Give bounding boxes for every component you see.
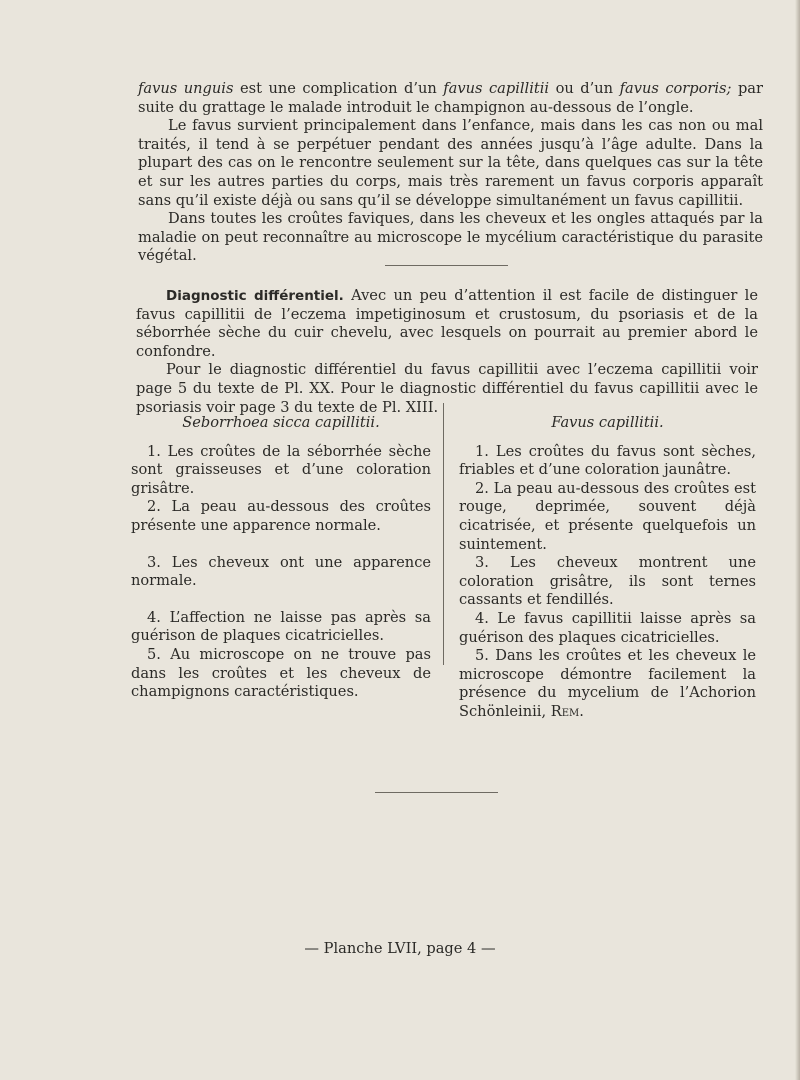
page-footer: — Planche LVII, page 4 — [304, 940, 496, 957]
text-run: 5. Dans les croûtes et les cheveux le microscope démontre facilement la présence du mycelium de l’Achorion Schönleinii, [459, 647, 756, 720]
intro-paragraph-1 [138, 80, 763, 117]
list-item: 4. L’affection ne laisse pas après sa guérison de plaques cicatricielles. [131, 608, 431, 645]
text-run: est une complication d’un [233, 80, 444, 97]
right-column [459, 414, 756, 722]
italic-term: favus unguis [138, 80, 234, 97]
list-item: 3. Les cheveux ont une apparence normale. [131, 553, 431, 590]
text-run: ou d’un [549, 80, 620, 97]
text-run: par suite du grattage le malade introduit le champignon au-dessous de l’ongle. [138, 80, 763, 116]
list-item: 1. Les croûtes du favus sont sèches, friables et d’une coloration jaunâtre. [459, 442, 756, 479]
section-divider [375, 792, 498, 793]
list-item [459, 647, 756, 721]
diagnostic-heading: Diagnostic différentiel. [166, 288, 344, 304]
section-divider [385, 265, 508, 266]
list-item: 5. Au microscope on ne trouve pas dans les croûtes et les cheveux de champignons caractéristiques. [131, 645, 431, 701]
left-column-title: Seborrhoea sicca capillitii. [182, 414, 380, 431]
right-column-title: Favus capillitii. [551, 414, 664, 431]
text-run: Avec un peu d’attention il est facile de distinguer le favus capillitii de l’eczema impetiginosum et crustosum, du psoriasis et de la séborrhée sèche du cuir chevelu, avec lesquels on pourrait au premier abord le confondre. [136, 287, 758, 360]
diagnostic-section [136, 287, 758, 417]
intro-text [138, 80, 763, 266]
author-abbreviation: Rem. [550, 702, 584, 720]
intro-paragraph-2: Le favus survient principalement dans l’enfance, mais dans les cas non ou mal traités, il tend à se perpétuer pendant des années jusqu’à l’âge adulte. Dans la plupart des cas on le rencontre seulement sur la tête, dans quelques cas sur la tête et sur les autres parties du corps, mais très rarement un favus corporis apparaît sans qu’il existe déjà ou sans qu’il se développe simultanément un favus capillitii. [138, 117, 763, 209]
list-item: 1. Les croûtes de la séborrhée sèche sont graisseuses et d’une coloration grisâtre. [131, 442, 431, 497]
column-divider [443, 403, 444, 665]
list-item: 2. La peau au-dessous des croûtes est rouge, deprimée, souvent déjà cicatrisée, et présente quelquefois un suintement. [459, 479, 756, 553]
diagnostic-paragraph-2: Pour le diagnostic différentiel du favus capillitii avec l’eczema capillitii voir page 5 du texte de Pl. XX. Pour le diagnostic différentiel du favus capillitii avec le psoriasis voir page 3 du texte de Pl. XIII. [136, 361, 758, 416]
diagnostic-paragraph-1 [136, 287, 758, 361]
list-item: 2. La peau au-dessous des croûtes présente une apparence normale. [131, 498, 431, 534]
list-item: 4. Le favus capillitii laisse après sa guérison des plaques cicatricielles. [459, 609, 756, 646]
page-edge-shadow [795, 0, 800, 1080]
left-column [131, 414, 431, 702]
intro-paragraph-3: Dans toutes les croûtes faviques, dans les cheveux et les ongles attaqués par la maladie on peut reconnaître au microscope le mycélium caractéristique du parasite végétal. [138, 210, 763, 265]
italic-term: favus capillitii [443, 80, 550, 97]
list-item: 3. Les cheveux montrent une coloration grisâtre, ils sont ternes cassants et fendillés. [459, 554, 756, 609]
italic-term: favus corporis; [619, 80, 732, 97]
